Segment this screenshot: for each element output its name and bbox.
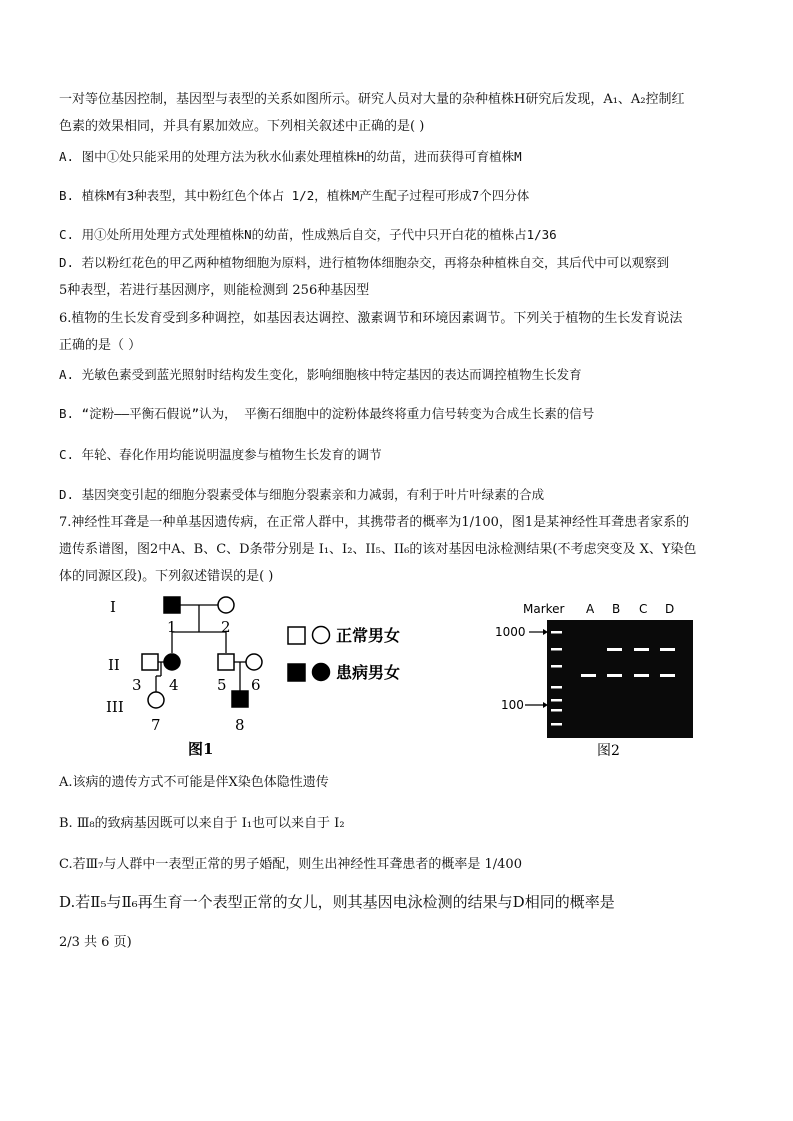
individual-II6-normal-female bbox=[246, 654, 262, 670]
individual-II5-normal-male bbox=[218, 654, 234, 670]
band-a-lower bbox=[581, 674, 596, 677]
individual-II3-normal-male bbox=[142, 654, 158, 670]
figure1-caption: 图1 bbox=[188, 740, 214, 758]
q7-option-d: D.若Ⅱ₅与Ⅱ₆再生育一个表型正常的女儿，则其基因电泳检测的结果与D相同的概率是 bbox=[59, 893, 615, 911]
label-2: 2 bbox=[221, 618, 231, 636]
label-1: 1 bbox=[167, 618, 177, 636]
q6-option-d: D. 基因突变引起的细胞分裂素受体与细胞分裂素亲和力减弱，有利于叶片叶绿素的合成 bbox=[59, 487, 545, 502]
q7-stem-line2: 遗传系谱图，图2中A、B、C、D条带分别是 I₁、I₂、II₅、II₆的该对基因电泳检测结果(不考虑突变及 X、Y染色 bbox=[59, 542, 697, 557]
individual-II4-affected-female bbox=[164, 654, 180, 670]
band-c-upper bbox=[634, 648, 649, 651]
figure2-caption: 图2 bbox=[597, 743, 620, 759]
q6-option-b: B. “淀粉——平衡石假说”认为， 平衡石细胞中的淀粉体最终将重力信号转变为合成生长素的信号 bbox=[59, 406, 595, 421]
gel-lane-label-c: C bbox=[639, 602, 648, 616]
legend-normal-female-icon bbox=[313, 627, 330, 644]
legend-normal-male-icon bbox=[288, 627, 305, 644]
page-footer: 2/3 共 6 页) bbox=[59, 935, 132, 950]
gel-size-label-100: 100 bbox=[501, 698, 524, 712]
q7-option-c: C.若Ⅲ₇与人群中一表型正常的男子婚配，则生出神经性耳聋患者的概率是 1/400 bbox=[59, 857, 522, 872]
q6-stem-line1: 6.植物的生长发育受到多种调控，如基因表达调控、激素调节和环境因素调节。下列关于植物的生长发育说法 bbox=[59, 311, 683, 326]
q6-option-a: A. 光敏色素受到蓝光照射时结构发生变化，影响细胞核中特定基因的表达而调控植物生长发育 bbox=[59, 367, 582, 382]
q5-option-b: B. 植株M有3种表型，其中粉红色个体占 1/2，植株M产生配子过程可形成7个四分体 bbox=[59, 188, 530, 203]
pedigree-figure bbox=[100, 590, 430, 765]
label-6: 6 bbox=[251, 676, 261, 694]
legend-normal-label: 正常男女 bbox=[336, 626, 401, 645]
q5-stem-line1: 一对等位基因控制，基因型与表型的关系如图所示。研究人员对大量的杂种植株H研究后发现，A₁、A₂控制红 bbox=[59, 92, 685, 107]
gel-marker-label: Marker bbox=[523, 602, 565, 616]
individual-III7-normal-female bbox=[148, 692, 164, 708]
gel-size-label-1000: 1000 bbox=[495, 625, 526, 639]
generation-label-3: III bbox=[106, 698, 124, 716]
gel-figure bbox=[495, 598, 705, 763]
label-7: 7 bbox=[151, 716, 161, 734]
q5-option-a: A. 图中①处只能采用的处理方法为秋水仙素处理植株H的幼苗，进而获得可育植株M bbox=[59, 149, 522, 164]
label-3: 3 bbox=[132, 676, 142, 694]
band-d-upper bbox=[660, 648, 675, 651]
q7-stem-line1: 7.神经性耳聋是一种单基因遗传病，在正常人群中，其携带者的概率为1/100，图1是某神经性耳聋患者家系的 bbox=[59, 515, 690, 530]
generation-label-2: II bbox=[108, 656, 120, 674]
q5-option-d-line1: D. 若以粉红花色的甲乙两种植物细胞为原料，进行植物体细胞杂交，再将杂种植株自交，其后代中可以观察到 bbox=[59, 255, 670, 270]
q7-option-a: A.该病的遗传方式不可能是伴X染色体隐性遗传 bbox=[59, 775, 329, 790]
label-4: 4 bbox=[169, 676, 179, 694]
band-c-lower bbox=[634, 674, 649, 677]
label-8: 8 bbox=[235, 716, 245, 734]
generation-label-1: I bbox=[110, 598, 116, 616]
band-b-lower bbox=[607, 674, 622, 677]
gel-lane-label-d: D bbox=[665, 602, 675, 616]
individual-III8-affected-male bbox=[232, 691, 248, 707]
gel-lane-label-a: A bbox=[586, 602, 595, 616]
q6-stem-line2: 正确的是（ ） bbox=[59, 338, 142, 353]
gel-background bbox=[547, 620, 693, 738]
legend-affected-label: 患病男女 bbox=[336, 663, 401, 682]
individual-I1-affected-male bbox=[164, 597, 180, 613]
q5-option-c: C. 用①处所用处理方式处理植株N的幼苗，性成熟后自交，子代中只开白花的植株占1/36 bbox=[59, 227, 557, 242]
individual-I2-normal-female bbox=[218, 597, 234, 613]
q5-stem-line2: 色素的效果相同，并具有累加效应。下列相关叙述中正确的是( ) bbox=[59, 119, 425, 134]
q5-option-d-line2: 5种表型，若进行基因测序，则能检测到 256种基因型 bbox=[59, 283, 370, 298]
label-5: 5 bbox=[217, 676, 227, 694]
q7-stem-line3: 体的同源区段)。下列叙述错误的是( ) bbox=[59, 569, 274, 584]
band-b-upper bbox=[607, 648, 622, 651]
q7-option-b: B. Ⅲ₈的致病基因既可以来自于 I₁也可以来自于 I₂ bbox=[59, 816, 345, 831]
band-d-lower bbox=[660, 674, 675, 677]
legend-affected-female-icon bbox=[313, 664, 330, 681]
gel-lane-label-b: B bbox=[612, 602, 621, 616]
q6-option-c: C. 年轮、春化作用均能说明温度参与植物生长发育的调节 bbox=[59, 447, 382, 462]
legend-affected-male-icon bbox=[288, 664, 305, 681]
